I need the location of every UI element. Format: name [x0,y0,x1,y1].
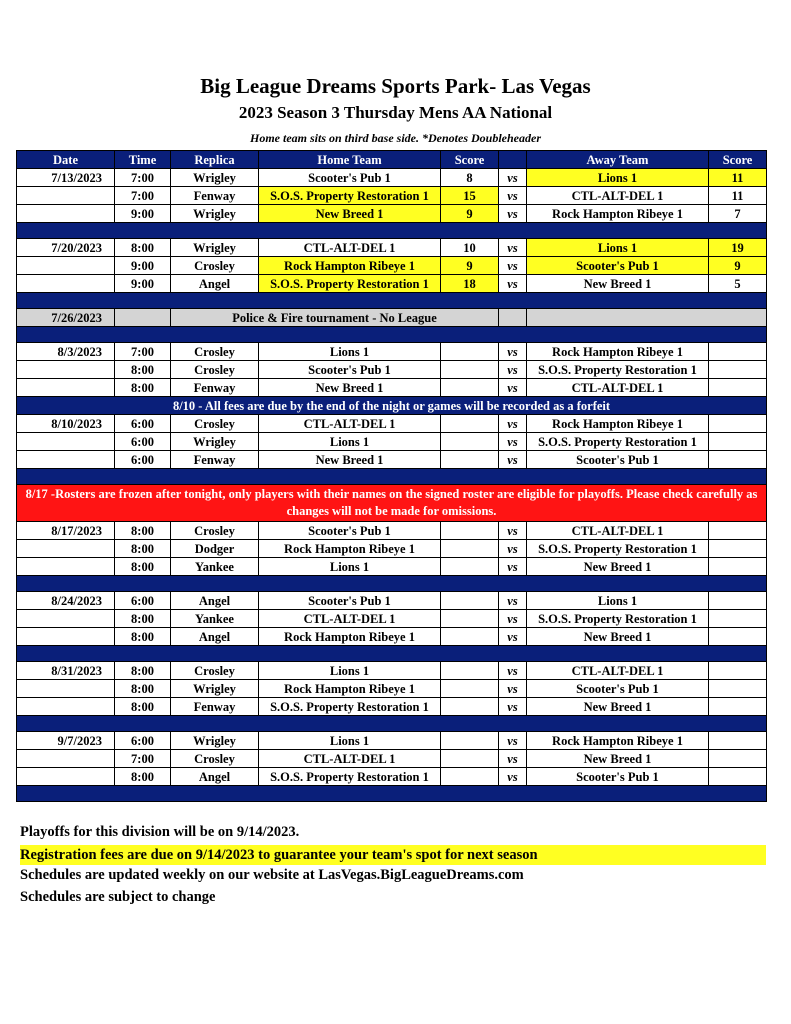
away-score: 5 [709,275,767,293]
vs-label: vs [499,239,527,257]
row-replica: Dodger [171,540,259,558]
home-team: Lions 1 [259,732,441,750]
away-score: 11 [709,187,767,205]
home-team: Scooter's Pub 1 [259,169,441,187]
row-replica: Crosley [171,361,259,379]
home-score [441,768,499,786]
vs-label: vs [499,361,527,379]
row-replica: Fenway [171,451,259,469]
vs-label: vs [499,698,527,716]
row-time: 8:00 [115,540,171,558]
home-score [441,732,499,750]
home-team: S.O.S. Property Restoration 1 [259,698,441,716]
home-team: Rock Hampton Ribeye 1 [259,257,441,275]
away-team: Scooter's Pub 1 [527,257,709,275]
away-team: Lions 1 [527,239,709,257]
vs-label: vs [499,379,527,397]
table-row [17,379,767,397]
table-row [17,415,767,433]
row-date: 9/7/2023 [17,732,115,750]
row-time: 6:00 [115,451,171,469]
row-time: 8:00 [115,628,171,646]
home-score [441,451,499,469]
spacer-row [17,293,767,309]
home-score [441,522,499,540]
spacer-row [17,469,767,485]
row-time: 6:00 [115,592,171,610]
table-row [17,768,767,786]
home-score [441,415,499,433]
home-score [441,558,499,576]
vs-label: vs [499,205,527,223]
row-date: 7/26/2023 [17,309,115,327]
row-date [17,433,115,451]
home-score: 9 [441,205,499,223]
away-score [709,698,767,716]
table-row [17,750,767,768]
home-score: 18 [441,275,499,293]
spacer-row [17,646,767,662]
page-title: Big League Dreams Sports Park- Las Vegas [200,74,591,98]
home-team: New Breed 1 [259,205,441,223]
home-score [441,662,499,680]
row-replica: Angel [171,275,259,293]
away-team: New Breed 1 [527,628,709,646]
row-date [17,540,115,558]
row-replica: Crosley [171,343,259,361]
col-vs-header [499,151,527,169]
row-date: 8/10/2023 [17,415,115,433]
home-team: Scooter's Pub 1 [259,361,441,379]
table-row [17,698,767,716]
home-score [441,592,499,610]
spacer-row [17,716,767,732]
away-team: Scooter's Pub 1 [527,768,709,786]
home-score [441,433,499,451]
row-date [17,768,115,786]
home-team: Scooter's Pub 1 [259,522,441,540]
away-score [709,379,767,397]
row-time: 8:00 [115,680,171,698]
away-team: S.O.S. Property Restoration 1 [527,540,709,558]
away-score [709,732,767,750]
row-time: 8:00 [115,361,171,379]
table-row [17,187,767,205]
away-score [709,522,767,540]
col-replica-header: Replica [171,151,259,169]
row-time: 8:00 [115,662,171,680]
row-time: 7:00 [115,343,171,361]
home-score [441,361,499,379]
away-score [709,628,767,646]
empty-cell [499,309,527,327]
vs-label: vs [499,592,527,610]
table-row [17,451,767,469]
away-team: S.O.S. Property Restoration 1 [527,361,709,379]
empty-cell [527,309,767,327]
row-date: 7/20/2023 [17,239,115,257]
vs-label: vs [499,415,527,433]
vs-label: vs [499,275,527,293]
home-team: Rock Hampton Ribeye 1 [259,540,441,558]
away-team: New Breed 1 [527,750,709,768]
notice-row [17,397,767,415]
home-team: Scooter's Pub 1 [259,592,441,610]
row-time: 8:00 [115,610,171,628]
row-time: 6:00 [115,732,171,750]
row-time: 6:00 [115,433,171,451]
no-league-text: Police & Fire tournament - No League [171,309,499,327]
away-team: Rock Hampton Ribeye 1 [527,205,709,223]
row-time: 8:00 [115,379,171,397]
row-replica: Crosley [171,662,259,680]
away-score: 9 [709,257,767,275]
home-team: Lions 1 [259,433,441,451]
table-row [17,169,767,187]
spacer-cell [17,469,767,485]
vs-label: vs [499,522,527,540]
row-time: 7:00 [115,750,171,768]
table-row [17,592,767,610]
away-team: New Breed 1 [527,698,709,716]
home-team: S.O.S. Property Restoration 1 [259,187,441,205]
row-replica: Fenway [171,698,259,716]
row-date [17,698,115,716]
home-team: CTL-ALT-DEL 1 [259,239,441,257]
row-replica: Wrigley [171,433,259,451]
table-row [17,628,767,646]
vs-label: vs [499,750,527,768]
home-score: 15 [441,187,499,205]
home-team: Lions 1 [259,558,441,576]
spacer-row [17,327,767,343]
away-team: New Breed 1 [527,558,709,576]
away-team: Rock Hampton Ribeye 1 [527,415,709,433]
row-replica: Wrigley [171,732,259,750]
spacer-row [17,786,767,802]
roster-alert-text: 8/17 -Rosters are frozen after tonight, only players with their names on the signed roster are eligible for playoffs. Please check carefully as changes will not be made for omissions. [17,485,767,522]
col-away-score-header: Score [709,151,767,169]
home-team: New Breed 1 [259,451,441,469]
registration-note: Registration fees are due on 9/14/2023 to guarantee your team's spot for next season [20,845,766,865]
spacer-row [17,223,767,239]
home-score [441,610,499,628]
row-replica: Fenway [171,379,259,397]
col-date-header: Date [17,151,115,169]
row-replica: Angel [171,768,259,786]
playoffs-note: Playoffs for this division will be on 9/14/2023. [20,824,300,840]
away-score [709,558,767,576]
spacer-row [17,576,767,592]
row-date [17,750,115,768]
vs-label: vs [499,768,527,786]
change-note: Schedules are subject to change [20,889,216,905]
vs-label: vs [499,558,527,576]
spacer-cell [17,223,767,239]
vs-label: vs [499,343,527,361]
vs-label: vs [499,610,527,628]
row-time: 8:00 [115,768,171,786]
vs-label: vs [499,680,527,698]
away-score [709,680,767,698]
home-score: 8 [441,169,499,187]
away-team: CTL-ALT-DEL 1 [527,187,709,205]
row-date [17,680,115,698]
row-time: 9:00 [115,205,171,223]
vs-label: vs [499,732,527,750]
away-team: Scooter's Pub 1 [527,451,709,469]
row-replica: Crosley [171,750,259,768]
away-team: S.O.S. Property Restoration 1 [527,433,709,451]
row-time: 6:00 [115,415,171,433]
row-date [17,275,115,293]
row-time: 8:00 [115,558,171,576]
table-row [17,275,767,293]
home-score: 10 [441,239,499,257]
vs-label: vs [499,433,527,451]
home-team-note: Home team sits on third base side. *Denotes Doubleheader [250,131,541,145]
away-score: 11 [709,169,767,187]
table-row [17,732,767,750]
home-score [441,628,499,646]
row-date [17,628,115,646]
table-row [17,540,767,558]
away-team: Lions 1 [527,592,709,610]
home-team: CTL-ALT-DEL 1 [259,610,441,628]
home-team: CTL-ALT-DEL 1 [259,415,441,433]
row-date [17,361,115,379]
table-row [17,205,767,223]
spacer-cell [17,716,767,732]
home-score [441,343,499,361]
row-replica: Wrigley [171,205,259,223]
row-date: 8/31/2023 [17,662,115,680]
vs-label: vs [499,540,527,558]
away-score [709,361,767,379]
home-team: CTL-ALT-DEL 1 [259,750,441,768]
home-team: New Breed 1 [259,379,441,397]
row-date [17,610,115,628]
table-row [17,257,767,275]
away-score [709,433,767,451]
home-team: S.O.S. Property Restoration 1 [259,768,441,786]
home-score: 9 [441,257,499,275]
col-home-score-header: Score [441,151,499,169]
row-replica: Angel [171,628,259,646]
row-replica: Crosley [171,415,259,433]
row-replica: Yankee [171,558,259,576]
home-team: Rock Hampton Ribeye 1 [259,680,441,698]
table-row [17,361,767,379]
table-row [17,343,767,361]
away-score: 19 [709,239,767,257]
row-time: 8:00 [115,239,171,257]
away-team: CTL-ALT-DEL 1 [527,522,709,540]
away-score: 7 [709,205,767,223]
row-date: 8/17/2023 [17,522,115,540]
table-row [17,433,767,451]
vs-label: vs [499,187,527,205]
away-score [709,610,767,628]
home-team: S.O.S. Property Restoration 1 [259,275,441,293]
row-time: 8:00 [115,522,171,540]
away-team: Lions 1 [527,169,709,187]
row-date [17,558,115,576]
away-team: CTL-ALT-DEL 1 [527,662,709,680]
table-row [17,662,767,680]
website-note: Schedules are updated weekly on our website at LasVegas.BigLeagueDreams.com [20,867,524,883]
row-replica: Fenway [171,187,259,205]
away-score [709,451,767,469]
away-score [709,750,767,768]
home-score [441,379,499,397]
away-team: Rock Hampton Ribeye 1 [527,732,709,750]
table-row [17,522,767,540]
row-time: 8:00 [115,698,171,716]
home-team: Rock Hampton Ribeye 1 [259,628,441,646]
vs-label: vs [499,451,527,469]
table-row [17,239,767,257]
row-replica: Yankee [171,610,259,628]
home-team: Lions 1 [259,343,441,361]
home-score [441,680,499,698]
row-date [17,205,115,223]
vs-label: vs [499,169,527,187]
home-team: Lions 1 [259,662,441,680]
col-away-header: Away Team [527,151,709,169]
row-replica: Wrigley [171,169,259,187]
no-league-row [17,309,767,327]
row-date: 8/24/2023 [17,592,115,610]
row-replica: Crosley [171,522,259,540]
row-date [17,187,115,205]
col-time-header: Time [115,151,171,169]
spacer-cell [17,576,767,592]
away-team: New Breed 1 [527,275,709,293]
spacer-cell [17,786,767,802]
season-subtitle: 2023 Season 3 Thursday Mens AA National [238,103,553,122]
table-row [17,680,767,698]
row-replica: Angel [171,592,259,610]
away-score [709,343,767,361]
away-score [709,592,767,610]
vs-label: vs [499,628,527,646]
away-team: CTL-ALT-DEL 1 [527,379,709,397]
away-score [709,415,767,433]
home-score [441,698,499,716]
row-date [17,451,115,469]
table-row [17,610,767,628]
home-score [441,540,499,558]
away-team: Rock Hampton Ribeye 1 [527,343,709,361]
row-date: 8/3/2023 [17,343,115,361]
row-date: 7/13/2023 [17,169,115,187]
schedule-table [16,150,767,802]
roster-alert-row [17,485,767,522]
home-score [441,750,499,768]
away-score [709,768,767,786]
vs-label: vs [499,257,527,275]
away-score [709,540,767,558]
row-date [17,379,115,397]
col-home-header: Home Team [259,151,441,169]
row-time: 9:00 [115,257,171,275]
away-score [709,662,767,680]
away-team: Scooter's Pub 1 [527,680,709,698]
table-header-row [17,151,767,169]
spacer-cell [17,646,767,662]
row-time: 7:00 [115,187,171,205]
empty-cell [115,309,171,327]
row-time: 7:00 [115,169,171,187]
row-replica: Crosley [171,257,259,275]
vs-label: vs [499,662,527,680]
row-date [17,257,115,275]
row-replica: Wrigley [171,680,259,698]
spacer-cell [17,293,767,309]
spacer-cell [17,327,767,343]
notice-text: 8/10 - All fees are due by the end of the night or games will be recorded as a forfeit [17,397,767,415]
row-time: 9:00 [115,275,171,293]
table-row [17,558,767,576]
row-replica: Wrigley [171,239,259,257]
away-team: S.O.S. Property Restoration 1 [527,610,709,628]
